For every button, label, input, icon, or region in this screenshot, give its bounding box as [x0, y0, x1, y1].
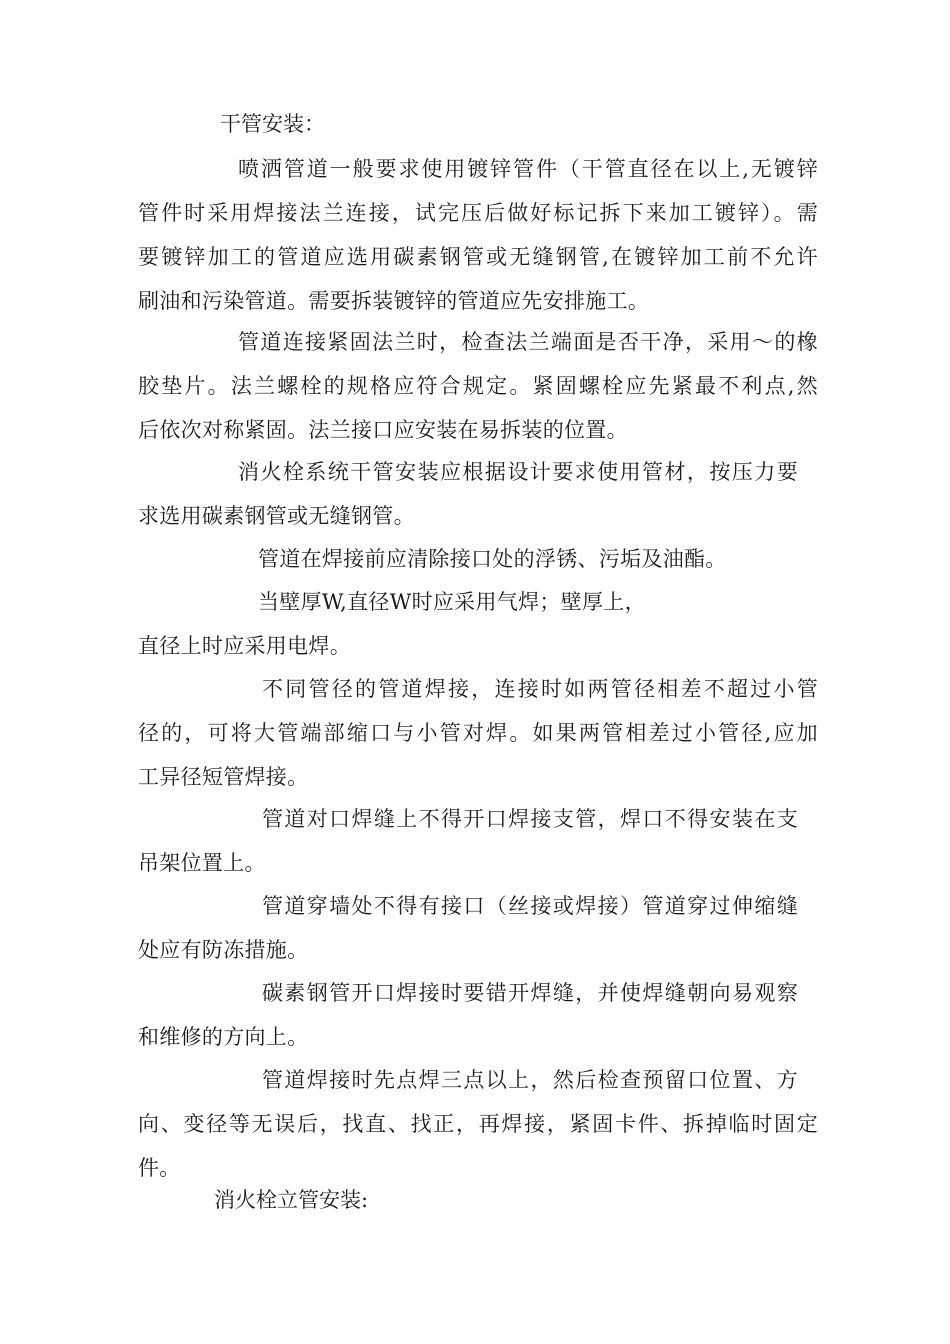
paragraph-line: 胶垫片。法兰螺栓的规格应符合规定。紧固螺栓应先紧最不利点,然: [138, 374, 818, 398]
paragraph-line: 向、变径等无误后，找直、找正，再焊接，紧固卡件、拆掉临时固定: [138, 1112, 818, 1136]
paragraph-line: 求选用碳素钢管或无缝钢管。: [138, 504, 415, 528]
paragraph-line: 当壁厚W,直径W时应采用气焊；壁厚上，: [258, 590, 646, 614]
paragraph-line: 径的，可将大管端部缩口与小管对焊。如果两管相差过小管径,应加: [138, 721, 818, 745]
paragraph-hydrant-main-pipe: [138, 450, 818, 538]
paragraph-line: 吊架位置上。: [138, 851, 266, 875]
paragraph-galvanized-fittings: [138, 147, 818, 323]
paragraph-line: 管道连接紧固法兰时，检查法兰端面是否干净，采用〜的橡: [238, 330, 818, 354]
paragraph-carbon-steel-opening: [138, 971, 818, 1059]
paragraph-line: 消火栓系统干管安装应根据设计要求使用管材，按压力要: [238, 460, 798, 484]
paragraph-different-diameters: [138, 667, 818, 799]
paragraph-line: 碳素钢管开口焊接时要错开焊缝，并使焊缝朝向易观察: [262, 981, 798, 1005]
paragraph-line: 工异径短管焊接。: [138, 765, 309, 789]
paragraph-flange-fastening: [138, 320, 818, 452]
paragraph-line: 后依次对称紧固。法兰接口应安装在易拆装的位置。: [138, 418, 628, 442]
paragraph-line: 管道对口焊缝上不得开口焊接支管，焊口不得安装在支: [262, 807, 798, 831]
paragraph-line: 处应有防冻措施。: [138, 938, 309, 962]
paragraph-branch-welding: [138, 797, 818, 885]
paragraph-line: 直径上时应采用电焊。: [138, 634, 351, 658]
paragraph-line: 和维修的方向上。: [138, 1025, 309, 1049]
paragraph-line: 管道穿墙处不得有接口（丝接或焊接）管道穿过伸缩缝: [262, 894, 798, 918]
paragraph-weld-cleaning: [258, 537, 818, 581]
paragraph-wall-penetration: [138, 884, 818, 972]
paragraph-line: 喷洒管道一般要求使用镀锌管件（干管直径在以上,无镀锌: [238, 157, 818, 181]
paragraph-line: 管道在焊接前应清除接口处的浮锈、污垢及油酯。: [258, 547, 727, 571]
paragraph-line: 管件时采用焊接法兰连接，试完压后做好标记拆下来加工镀锌）。需: [138, 201, 818, 225]
paragraph-line: 要镀锌加工的管道应选用碳素钢管或无缝钢管,在镀锌加工前不允许: [138, 245, 818, 269]
paragraph-line: 件。: [138, 1156, 181, 1180]
paragraph-line: 刷油和污染管道。需要拆装镀锌的管道应先安排施工。: [138, 289, 650, 313]
section-heading-riser-pipe: 消火栓立管安装:: [214, 1188, 369, 1212]
paragraph-line: 管道焊接时先点焊三点以上，然后检查预留口位置、方: [262, 1068, 798, 1092]
paragraph-line: 不同管径的管道焊接，连接时如两管径相差不超过小管: [262, 677, 818, 701]
paragraph-tack-welding: [138, 1058, 818, 1190]
paragraph-welding-method: [138, 580, 818, 668]
section-heading-main-pipe: 干管安装：: [220, 112, 325, 136]
